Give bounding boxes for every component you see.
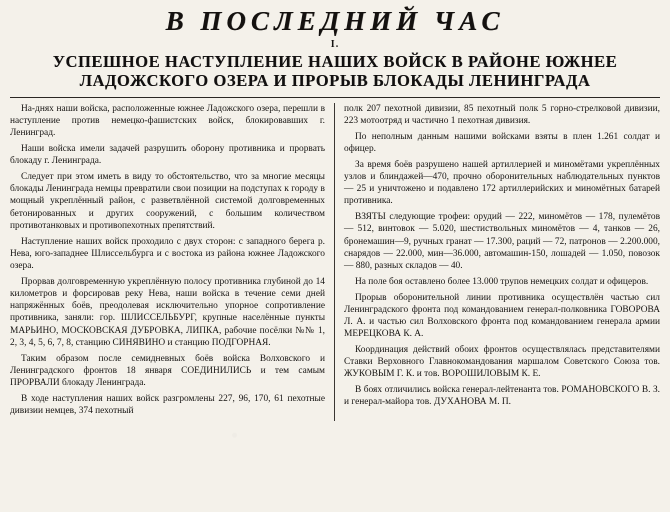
paragraph: ВЗЯТЫ следующие трофеи: орудий — 222, миномётов — 178, пулемётов — 512, винтовок — 5.020, шестиствольных миномётов — 4, танков — 26, бронемашин—9, ручных гранат — 17.300, раций — 72, патронов — 2.200.000, снарядов — 22.000, мин—36.000, автомашин-150, лошадей — 1.050, повозок — 880, разных складов — 40. <box>344 212 660 272</box>
paragraph: Прорвав долговременную укреплённую полосу противника глубиной до 14 километров и форсировав реку Нева, наши войска в течение семи дней напряжённых боёв, преодолевая исключительно упорное сопротивление противника, заняли: гор. ШЛИССЕЛЬБУРГ, крупные населённые пункты МАРЬИНО, МОСКОВСКАЯ ДУБРОВКА, ЛИПКА, рабочие посёлки №№ 1, 2, 3, 4, 5, 6, 7, 8, станцию СИНЯВИНО и станцию ПОДГОРНАЯ. <box>10 276 325 348</box>
paragraph: Следует при этом иметь в виду то обстоятельство, что за многие месяцы блокады Ленинграда немцы превратили свои позиции на подступах к городу в мощный укреплённый район, с разветвлённой системой долговременных бетонированных и других сооружений, с большим количеством противотанковых и противопехотных препятствий. <box>10 172 325 231</box>
paragraph: Таким образом после семидневных боёв войска Волховского и Ленинградского фронтов 18 января СОЕДИНИЛИСЬ и тем самым ПРОРВАЛИ блокаду Ленинграда. <box>10 353 325 389</box>
paragraph: За время боёв разрушено нашей артиллерией и миномётами укреплённых узлов и блиндажей—470, прочно оборонительных наблюдательных пунктов — 25 и уничтожено и подавлено 172 артиллерийских и миномётных батарей противника. <box>344 159 660 207</box>
section-number: I. <box>330 39 340 50</box>
paragraph: В ходе наступления наших войск разгромлены 227, 96, 170, 61 пехотные дивизии немцев, 374 пехотный <box>10 393 325 416</box>
column-left <box>10 103 335 421</box>
headline-line-1: УСПЕШНОЕ НАСТУПЛЕНИЕ НАШИХ ВОЙСК В РАЙОНЕ ЮЖНЕЕ <box>52 52 618 71</box>
headline <box>10 52 660 91</box>
page-title: В ПОСЛЕДНИЙ ЧАС <box>165 6 505 36</box>
paragraph: Координация действий обоих фронтов осуществлялась представителями Ставки Верховного Главнокомандования маршалом Советского Союза тов. ЖУКОВЫМ Г. К. и тов. ВОРОШИЛОВЫМ К. Е. <box>344 344 660 380</box>
paragraph: Прорыв оборонительной линии противника осуществлён частью сил Ленинградского фронта под командованием генерал-полковника ГОВОРОВА Л. А. и частью сил Волховского фронта под командованием генерала армии МЕРЕЦКОВА К. А. <box>344 292 660 340</box>
paragraph: На поле боя оставлено более 13.000 трупов немецких солдат и офицеров. <box>355 276 649 287</box>
paragraph: В боях отличились войска генерал-лейтенанта тов. РОМАНОВСКОГО В. З. и генерал-майора тов. ДУХАНОВА М. П. <box>344 385 660 408</box>
paragraph: полк 207 пехотной дивизии, 85 пехотный полк 5 горно-стрелковой дивизии, 223 мотоотряд и частично 1 пехотная дивизия. <box>344 103 660 127</box>
paragraph: По неполным данным нашими войсками взяты в плен 1.261 солдат и офицер. <box>344 131 660 155</box>
paragraph: На-днях наши войска, расположенные южнее Ладожского озера, перешли в наступление против немецко-фашистских войск, блокировавших г. Ленинград. <box>10 103 325 139</box>
headline-line-2: ЛАДОЖСКОГО ОЗЕРА И ПРОРЫВ БЛОКАДЫ ЛЕНИНГРАДА <box>79 71 591 91</box>
column-right <box>335 103 660 421</box>
article-columns <box>10 103 660 421</box>
paragraph: Наступление наших войск проходило с двух сторон: с западного берега р. Нева, юго-западнее Шлиссельбурга и с востока из района южнее Ладожского озера. <box>10 236 325 272</box>
horizontal-rule <box>10 97 660 98</box>
paragraph: Наши войска имели задачей разрушить оборону противника и прорвать блокаду г. Ленинграда. <box>10 144 325 167</box>
